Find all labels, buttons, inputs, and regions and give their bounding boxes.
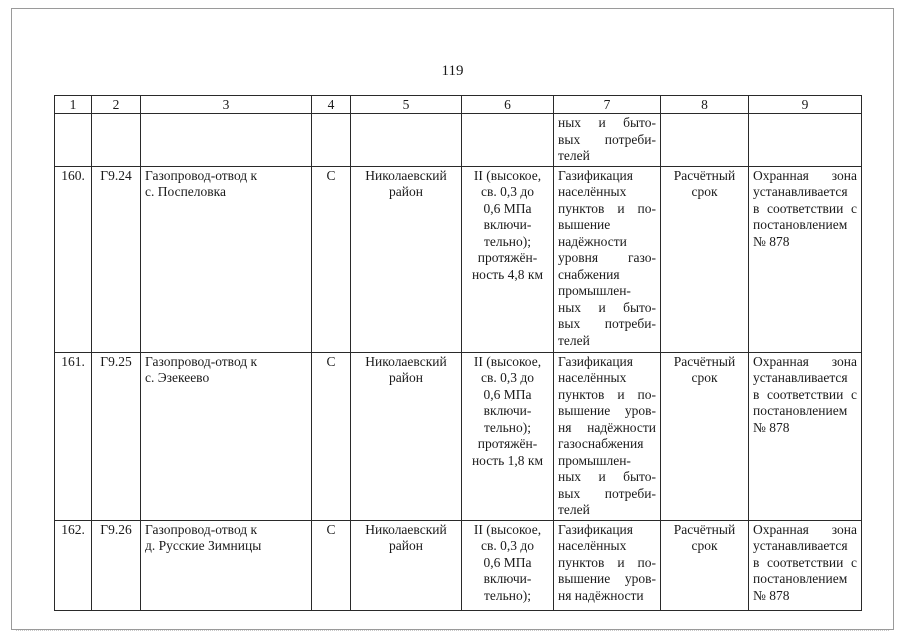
- zone-line: в соответствии с: [753, 386, 857, 402]
- purpose-line: уровня газо-: [558, 250, 656, 265]
- term-cell: [661, 166, 749, 352]
- name-line: Газопровод-отвод к: [145, 521, 258, 537]
- params-line: протяжён-: [477, 250, 538, 265]
- purpose-line: ня надёжности: [558, 587, 644, 603]
- continuation-row: [55, 114, 862, 167]
- term-line: Расчётный: [673, 167, 736, 183]
- location-line: Николаевский: [365, 353, 447, 369]
- page-number: 119: [441, 63, 464, 79]
- table-row: [55, 520, 862, 610]
- purpose-line: вых потреби-: [558, 316, 656, 331]
- params-line: II (высокое,: [473, 353, 542, 369]
- code-cell: Г9.26: [92, 520, 141, 610]
- term-line: срок: [691, 538, 718, 553]
- purpose-cell: [554, 520, 661, 610]
- purpose-cell: [554, 352, 661, 520]
- params-line: включи-: [483, 571, 532, 586]
- term-cell: [661, 352, 749, 520]
- params-cell: [462, 520, 554, 610]
- params-line: протяжён-: [477, 436, 538, 451]
- zone-line: Охранная зона: [753, 521, 857, 537]
- purpose-line: населённых: [558, 370, 627, 385]
- column-header: 2: [92, 96, 141, 114]
- params-line: тельно);: [483, 587, 531, 603]
- params-cell: [462, 166, 554, 352]
- purpose-line: промышлен-: [558, 452, 631, 468]
- purpose-line: вышение: [558, 217, 611, 232]
- zone-line: в соответствии с: [753, 200, 857, 216]
- purpose-line: вышение уров-: [558, 403, 656, 418]
- params-line: II (высокое,: [473, 167, 542, 183]
- zone-line: устанавливается: [753, 184, 848, 199]
- purpose-line: пунктов и по-: [558, 386, 656, 402]
- zone-line: № 878: [753, 587, 790, 603]
- purpose-line: надёжности: [558, 233, 627, 249]
- purpose-line: населённых: [558, 184, 627, 199]
- purpose-cell: [554, 166, 661, 352]
- zone-line: № 878: [753, 233, 790, 249]
- location-cell: [351, 166, 462, 352]
- zone-cell: [749, 520, 862, 610]
- name-line: с. Эзекеево: [145, 370, 210, 385]
- purpose-line: вышение уров-: [558, 571, 656, 586]
- code-cell: Г9.25: [92, 352, 141, 520]
- purpose-cell: [554, 114, 661, 167]
- column-header: 5: [351, 96, 462, 114]
- purpose-line: ных и быто-: [558, 115, 656, 130]
- empty-cell: [462, 114, 554, 167]
- zone-line: Охранная зона: [753, 167, 857, 183]
- empty-cell: [92, 114, 141, 167]
- status-cell: С: [312, 352, 351, 520]
- column-header: 1: [55, 96, 92, 114]
- column-header: 7: [554, 96, 661, 114]
- location-line: район: [389, 538, 423, 553]
- params-line: 0,6 МПа: [483, 386, 532, 402]
- row-number-cell: 161.: [55, 352, 92, 520]
- zone-line: устанавливается: [753, 538, 848, 553]
- zone-line: Охранная зона: [753, 353, 857, 369]
- zone-line: постановлением: [753, 403, 848, 418]
- column-header: 9: [749, 96, 862, 114]
- purpose-line: ня надёжности: [558, 419, 656, 435]
- empty-cell: [312, 114, 351, 167]
- empty-cell: [141, 114, 312, 167]
- name-cell: [141, 520, 312, 610]
- params-cell: [462, 352, 554, 520]
- name-cell: [141, 352, 312, 520]
- document-table: [54, 95, 862, 611]
- params-line: св. 0,3 до: [481, 538, 534, 553]
- purpose-line: газоснабжения: [558, 436, 644, 451]
- location-line: район: [389, 370, 423, 385]
- table-row: [55, 352, 862, 520]
- table-row: [55, 166, 862, 352]
- params-line: 0,6 МПа: [483, 554, 532, 570]
- purpose-line: телей: [558, 332, 590, 348]
- name-cell: [141, 166, 312, 352]
- zone-line: постановлением: [753, 217, 848, 232]
- code-cell: Г9.24: [92, 166, 141, 352]
- empty-cell: [749, 114, 862, 167]
- name-line: Газопровод-отвод к: [145, 353, 258, 369]
- name-line: с. Поспеловка: [145, 184, 226, 199]
- zone-line: в соответствии с: [753, 554, 857, 570]
- status-cell: С: [312, 520, 351, 610]
- term-line: Расчётный: [673, 521, 736, 537]
- purpose-line: населённых: [558, 538, 627, 553]
- location-line: Николаевский: [365, 167, 447, 183]
- params-line: включи-: [483, 217, 532, 232]
- purpose-line: пунктов и по-: [558, 554, 656, 570]
- zone-cell: [749, 352, 862, 520]
- params-line: 0,6 МПа: [483, 200, 532, 216]
- params-line: тельно);: [483, 419, 531, 435]
- term-line: срок: [691, 184, 718, 199]
- purpose-line: Газификация: [558, 353, 633, 369]
- purpose-line: ных и быто-: [558, 299, 656, 315]
- zone-line: постановлением: [753, 571, 848, 586]
- row-number-cell: 162.: [55, 520, 92, 610]
- purpose-line: Газификация: [558, 521, 633, 537]
- location-cell: [351, 352, 462, 520]
- params-line: св. 0,3 до: [481, 184, 534, 199]
- empty-cell: [351, 114, 462, 167]
- location-cell: [351, 520, 462, 610]
- name-line: Газопровод-отвод к: [145, 167, 258, 183]
- column-header: 6: [462, 96, 554, 114]
- empty-cell: [661, 114, 749, 167]
- params-line: тельно);: [483, 233, 531, 249]
- column-header: 3: [141, 96, 312, 114]
- params-line: св. 0,3 до: [481, 370, 534, 385]
- row-number-cell: 160.: [55, 166, 92, 352]
- purpose-line: ных и быто-: [558, 469, 656, 484]
- purpose-line: телей: [558, 502, 590, 517]
- location-line: район: [389, 184, 423, 199]
- empty-cell: [55, 114, 92, 167]
- zone-line: № 878: [753, 419, 790, 435]
- zone-line: устанавливается: [753, 370, 848, 385]
- term-line: Расчётный: [673, 353, 736, 369]
- params-line: II (высокое,: [473, 521, 542, 537]
- location-line: Николаевский: [365, 521, 447, 537]
- status-cell: С: [312, 166, 351, 352]
- column-header: 4: [312, 96, 351, 114]
- purpose-line: вых потреби-: [558, 131, 656, 147]
- purpose-line: вых потреби-: [558, 485, 656, 501]
- column-header: 8: [661, 96, 749, 114]
- params-line: ность 1,8 км: [471, 452, 544, 468]
- purpose-line: снабжения: [558, 266, 620, 282]
- params-line: ность 4,8 км: [471, 266, 544, 282]
- purpose-line: Газификация: [558, 167, 633, 183]
- purpose-line: телей: [558, 148, 590, 163]
- purpose-line: промышлен-: [558, 283, 631, 298]
- zone-cell: [749, 166, 862, 352]
- header-row: [55, 96, 862, 114]
- name-line: д. Русские Зимницы: [145, 538, 262, 553]
- scan-edge-line: [16, 630, 889, 632]
- term-cell: [661, 520, 749, 610]
- params-line: включи-: [483, 403, 532, 418]
- purpose-line: пунктов и по-: [558, 200, 656, 216]
- term-line: срок: [691, 370, 718, 385]
